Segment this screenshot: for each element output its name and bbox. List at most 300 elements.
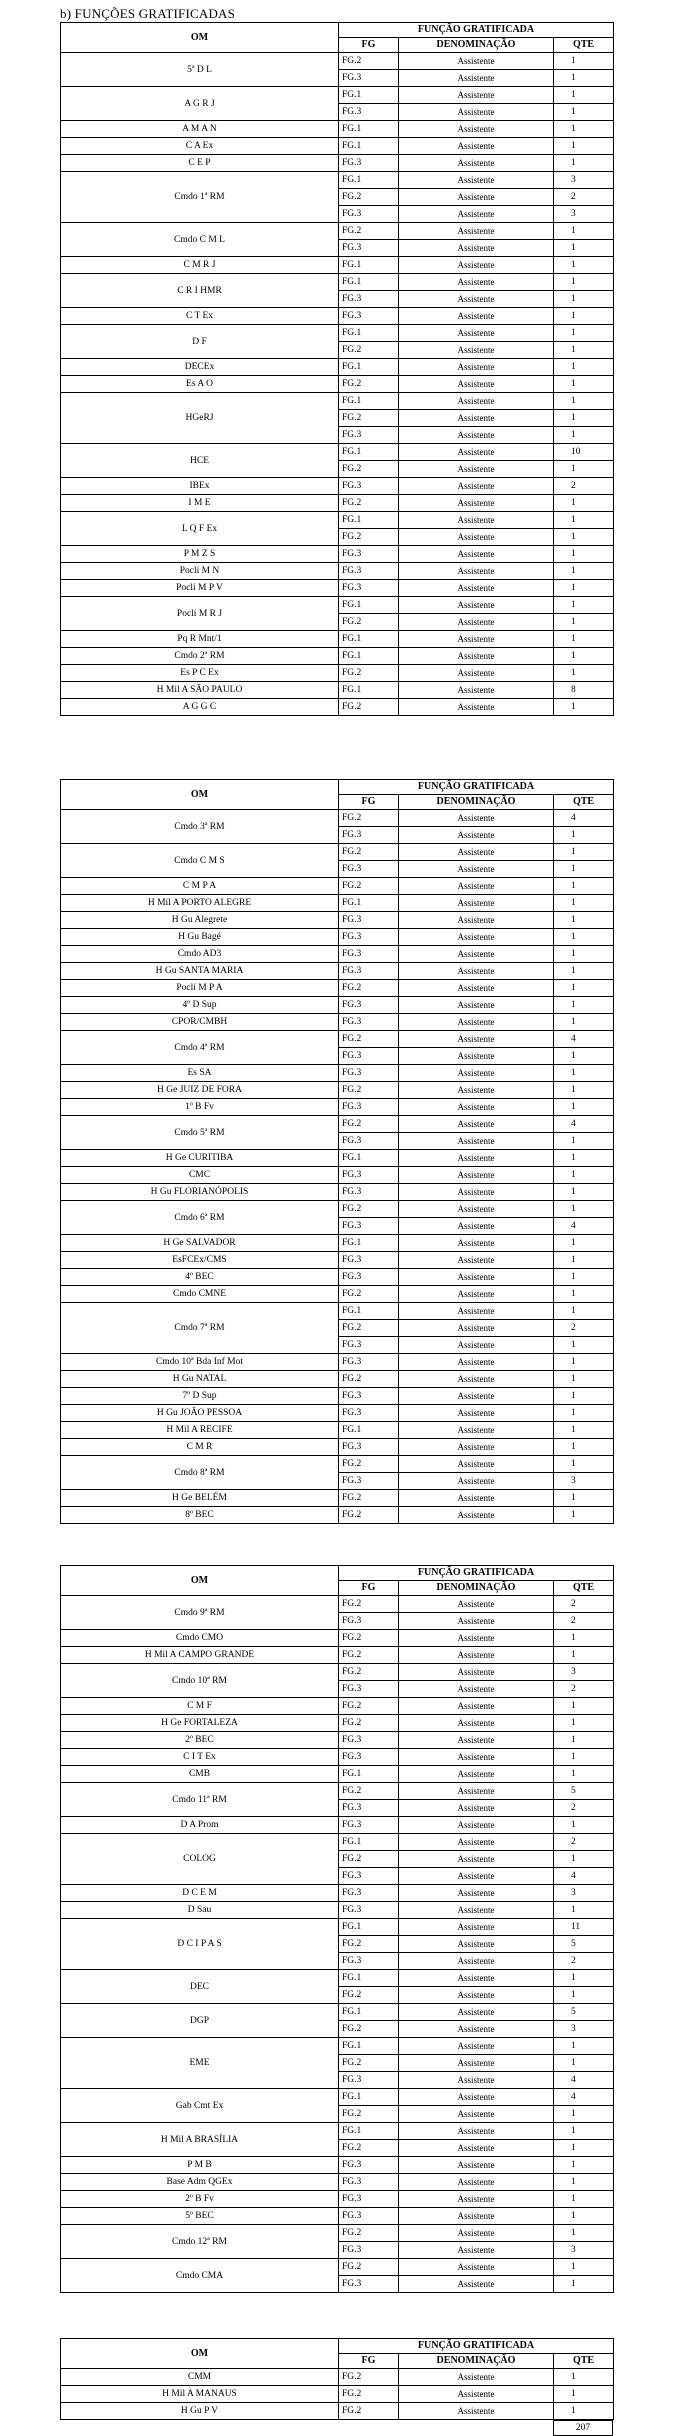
table-row [61, 2225, 614, 2242]
fg-cell: FG.3 [339, 1732, 399, 1749]
table-row [61, 699, 614, 716]
table-row [61, 393, 614, 410]
fg-cell: FG.1 [339, 138, 399, 155]
om-cell: D A Prom [61, 1817, 339, 1834]
om-cell: 2º B Fv [61, 2191, 339, 2208]
qte-cell: 1 [554, 2055, 614, 2072]
table-row [61, 878, 614, 895]
om-cell: Cmdo 9ª RM [61, 1596, 339, 1630]
qte-cell: 4 [554, 810, 614, 827]
fg-cell: FG.3 [339, 155, 399, 172]
header-denominacao: DENOMINAÇÃO [399, 1581, 554, 1596]
denominacao-cell: Assistente [399, 1201, 554, 1218]
table-row [61, 2403, 614, 2420]
denominacao-cell: Assistente [399, 1681, 554, 1698]
table-row [61, 172, 614, 189]
fg-cell: FG.1 [339, 1834, 399, 1851]
qte-cell: 1 [554, 274, 614, 291]
om-cell: H Mil A PORTO ALEGRE [61, 895, 339, 912]
qte-cell: 1 [554, 1201, 614, 1218]
fg-cell: FG.3 [339, 1354, 399, 1371]
om-cell: Cmdo 8ª RM [61, 1456, 339, 1490]
fg-cell: FG.2 [339, 1031, 399, 1048]
qte-cell: 1 [554, 1337, 614, 1354]
fg-cell: FG.2 [339, 410, 399, 427]
denominacao-cell: Assistente [399, 1456, 554, 1473]
table-row [61, 1082, 614, 1099]
table-row [61, 580, 614, 597]
fg-cell: FG.3 [339, 2174, 399, 2191]
om-cell: D C I P A S [61, 1919, 339, 1970]
fg-cell: FG.1 [339, 274, 399, 291]
denominacao-cell: Assistente [399, 1817, 554, 1834]
fg-cell: FG.1 [339, 359, 399, 376]
fg-cell: FG.2 [339, 2140, 399, 2157]
fg-cell: FG.2 [339, 878, 399, 895]
header-row [61, 23, 614, 38]
table-row [61, 1596, 614, 1613]
fg-cell: FG.2 [339, 495, 399, 512]
qte-cell: 2 [554, 189, 614, 206]
fg-cell: FG.2 [339, 810, 399, 827]
fg-cell: FG.3 [339, 563, 399, 580]
fg-cell: FG.1 [339, 895, 399, 912]
fg-cell: FG.1 [339, 1235, 399, 1252]
table-row [61, 2038, 614, 2055]
table-row [61, 1456, 614, 1473]
fg-cell: FG.1 [339, 597, 399, 614]
qte-cell: 1 [554, 844, 614, 861]
header-qte: QTE [554, 38, 614, 53]
denominacao-cell: Assistente [399, 393, 554, 410]
om-cell: Base Adm QGEx [61, 2174, 339, 2191]
om-cell: D Sau [61, 1902, 339, 1919]
qte-cell: 1 [554, 1851, 614, 1868]
fg-table-3 [60, 1565, 614, 2293]
qte-cell: 1 [554, 597, 614, 614]
qte-cell: 1 [554, 1970, 614, 1987]
qte-cell: 11 [554, 1919, 614, 1936]
om-cell: Poclí M N [61, 563, 339, 580]
denominacao-cell: Assistente [399, 2038, 554, 2055]
fg-cell: FG.3 [339, 1885, 399, 1902]
qte-cell: 2 [554, 1596, 614, 1613]
qte-cell: 3 [554, 1664, 614, 1681]
qte-cell: 1 [554, 1987, 614, 2004]
fg-cell: FG.2 [339, 665, 399, 682]
fg-cell: FG.2 [339, 376, 399, 393]
fg-cell: FG.2 [339, 2021, 399, 2038]
om-cell: Cmdo 4ª RM [61, 1031, 339, 1065]
denominacao-cell: Assistente [399, 946, 554, 963]
qte-cell: 1 [554, 1133, 614, 1150]
fg-cell: FG.1 [339, 1303, 399, 1320]
table-row [61, 1422, 614, 1439]
om-cell: H Gu Alegrete [61, 912, 339, 929]
table-row [61, 138, 614, 155]
qte-cell: 1 [554, 427, 614, 444]
denominacao-cell: Assistente [399, 861, 554, 878]
fg-cell: FG.2 [339, 342, 399, 359]
fg-cell: FG.2 [339, 1490, 399, 1507]
qte-cell: 1 [554, 631, 614, 648]
fg-cell: FG.3 [339, 1439, 399, 1456]
table-row [61, 2369, 614, 2386]
denominacao-cell: Assistente [399, 580, 554, 597]
fg-cell: FG.2 [339, 614, 399, 631]
denominacao-cell: Assistente [399, 1715, 554, 1732]
denominacao-cell: Assistente [399, 1647, 554, 1664]
fg-cell: FG.2 [339, 844, 399, 861]
qte-cell: 1 [554, 895, 614, 912]
denominacao-cell: Assistente [399, 342, 554, 359]
om-cell: L Q F Ex [61, 512, 339, 546]
om-cell: 4º BEC [61, 1269, 339, 1286]
table-row [61, 1507, 614, 1524]
qte-cell: 2 [554, 1320, 614, 1337]
table-row [61, 1235, 614, 1252]
fg-cell: FG.3 [339, 1252, 399, 1269]
denominacao-cell: Assistente [399, 1252, 554, 1269]
denominacao-cell: Assistente [399, 1596, 554, 1613]
qte-cell: 1 [554, 2191, 614, 2208]
qte-cell: 1 [554, 2276, 614, 2293]
table-row [61, 1766, 614, 1783]
om-cell: HCE [61, 444, 339, 478]
qte-cell: 1 [554, 291, 614, 308]
denominacao-cell: Assistente [399, 1065, 554, 1082]
denominacao-cell: Assistente [399, 325, 554, 342]
fg-cell: FG.1 [339, 631, 399, 648]
qte-cell: 1 [554, 2386, 614, 2403]
om-cell: Cmdo 12ª RM [61, 2225, 339, 2259]
qte-cell: 1 [554, 461, 614, 478]
fg-cell: FG.3 [339, 1749, 399, 1766]
qte-cell: 10 [554, 444, 614, 461]
om-cell: C A Ex [61, 138, 339, 155]
denominacao-cell: Assistente [399, 1473, 554, 1490]
table-row [61, 844, 614, 861]
table-row [61, 1286, 614, 1303]
denominacao-cell: Assistente [399, 1630, 554, 1647]
table-row [61, 648, 614, 665]
qte-cell: 1 [554, 257, 614, 274]
om-cell: A G R J [61, 87, 339, 121]
denominacao-cell: Assistente [399, 1269, 554, 1286]
om-cell: Cmdo CMO [61, 1630, 339, 1647]
header-funcao-gratificada: FUNÇÃO GRATIFICADA [339, 1566, 614, 1581]
qte-cell: 1 [554, 1303, 614, 1320]
fg-cell: FG.2 [339, 1783, 399, 1800]
fg-cell: FG.3 [339, 1868, 399, 1885]
table-row [61, 1014, 614, 1031]
om-cell: CPOR/CMBH [61, 1014, 339, 1031]
fg-cell: FG.3 [339, 1953, 399, 1970]
fg-cell: FG.2 [339, 2055, 399, 2072]
qte-cell: 4 [554, 1031, 614, 1048]
qte-cell: 1 [554, 1371, 614, 1388]
denominacao-cell: Assistente [399, 1783, 554, 1800]
om-cell: DECEx [61, 359, 339, 376]
om-cell: P M B [61, 2157, 339, 2174]
fg-cell: FG.1 [339, 2123, 399, 2140]
om-cell: Cmdo 10ª RM [61, 1664, 339, 1698]
fg-cell: FG.2 [339, 1320, 399, 1337]
qte-cell: 1 [554, 2106, 614, 2123]
denominacao-cell: Assistente [399, 563, 554, 580]
qte-cell: 1 [554, 1388, 614, 1405]
table-row [61, 631, 614, 648]
om-cell: 2º BEC [61, 1732, 339, 1749]
table-row [61, 1732, 614, 1749]
table-row [61, 1116, 614, 1133]
qte-cell: 3 [554, 206, 614, 223]
om-cell: 5º BEC [61, 2208, 339, 2225]
denominacao-cell: Assistente [399, 2072, 554, 2089]
qte-cell: 1 [554, 929, 614, 946]
table-row [61, 1269, 614, 1286]
denominacao-cell: Assistente [399, 1184, 554, 1201]
qte-cell: 1 [554, 70, 614, 87]
denominacao-cell: Assistente [399, 2089, 554, 2106]
table-row [61, 946, 614, 963]
om-cell: 7º D Sup [61, 1388, 339, 1405]
qte-cell: 1 [554, 1902, 614, 1919]
table-row [61, 1630, 614, 1647]
header-row [61, 780, 614, 795]
table-row [61, 1371, 614, 1388]
qte-cell: 1 [554, 563, 614, 580]
om-cell: Es A O [61, 376, 339, 393]
denominacao-cell: Assistente [399, 1371, 554, 1388]
fg-cell: FG.3 [339, 929, 399, 946]
om-cell: HGeRJ [61, 393, 339, 444]
fg-cell: FG.2 [339, 1596, 399, 1613]
denominacao-cell: Assistente [399, 1439, 554, 1456]
denominacao-cell: Assistente [399, 138, 554, 155]
om-cell: DGP [61, 2004, 339, 2038]
table-row [61, 325, 614, 342]
table-row [61, 1031, 614, 1048]
table-row [61, 87, 614, 104]
fg-cell: FG.2 [339, 1201, 399, 1218]
header-qte: QTE [554, 795, 614, 810]
qte-cell: 1 [554, 2038, 614, 2055]
table-row [61, 1099, 614, 1116]
table-row [61, 495, 614, 512]
om-cell: Pq R Mnt/1 [61, 631, 339, 648]
fg-cell: FG.3 [339, 2242, 399, 2259]
header-om: OM [61, 23, 339, 53]
qte-cell: 5 [554, 1783, 614, 1800]
om-cell: Es SA [61, 1065, 339, 1082]
denominacao-cell: Assistente [399, 2386, 554, 2403]
qte-cell: 1 [554, 2259, 614, 2276]
fg-cell: FG.2 [339, 2259, 399, 2276]
om-cell: H Mil A RECIFE [61, 1422, 339, 1439]
table-row [61, 597, 614, 614]
table-row [61, 308, 614, 325]
om-cell: CMC [61, 1167, 339, 1184]
denominacao-cell: Assistente [399, 87, 554, 104]
fg-cell: FG.2 [339, 1715, 399, 1732]
om-cell: Cmdo 2ª RM [61, 648, 339, 665]
header-qte: QTE [554, 1581, 614, 1596]
qte-cell: 1 [554, 1099, 614, 1116]
table-row [61, 121, 614, 138]
qte-cell: 3 [554, 1473, 614, 1490]
table-row [61, 665, 614, 682]
fg-cell: FG.2 [339, 1371, 399, 1388]
fg-cell: FG.2 [339, 53, 399, 70]
om-cell: A M A N [61, 121, 339, 138]
fg-cell: FG.1 [339, 2038, 399, 2055]
denominacao-cell: Assistente [399, 810, 554, 827]
fg-cell: FG.2 [339, 1630, 399, 1647]
om-cell: H Ge JUIZ DE FORA [61, 1082, 339, 1099]
header-denominacao: DENOMINAÇÃO [399, 795, 554, 810]
fg-cell: FG.3 [339, 1800, 399, 1817]
qte-cell: 8 [554, 682, 614, 699]
table-row [61, 2174, 614, 2191]
fg-cell: FG.2 [339, 2106, 399, 2123]
denominacao-cell: Assistente [399, 1116, 554, 1133]
fg-cell: FG.2 [339, 1698, 399, 1715]
denominacao-cell: Assistente [399, 1099, 554, 1116]
qte-cell: 1 [554, 1749, 614, 1766]
header-qte: QTE [554, 2354, 614, 2369]
qte-cell: 1 [554, 1405, 614, 1422]
table-row [61, 1749, 614, 1766]
fg-cell: FG.3 [339, 546, 399, 563]
qte-cell: 1 [554, 699, 614, 716]
fg-cell: FG.2 [339, 1851, 399, 1868]
qte-cell: 1 [554, 2157, 614, 2174]
om-cell: IBEx [61, 478, 339, 495]
denominacao-cell: Assistente [399, 529, 554, 546]
denominacao-cell: Assistente [399, 2276, 554, 2293]
fg-cell: FG.3 [339, 1902, 399, 1919]
denominacao-cell: Assistente [399, 274, 554, 291]
qte-cell: 2 [554, 1834, 614, 1851]
qte-cell: 1 [554, 2225, 614, 2242]
denominacao-cell: Assistente [399, 1698, 554, 1715]
fg-cell: FG.1 [339, 512, 399, 529]
denominacao-cell: Assistente [399, 1664, 554, 1681]
denominacao-cell: Assistente [399, 427, 554, 444]
denominacao-cell: Assistente [399, 963, 554, 980]
qte-cell: 1 [554, 2208, 614, 2225]
fg-table-2 [60, 779, 614, 1524]
fg-cell: FG.3 [339, 1473, 399, 1490]
fg-cell: FG.3 [339, 912, 399, 929]
fg-cell: FG.3 [339, 2191, 399, 2208]
fg-cell: FG.3 [339, 861, 399, 878]
om-cell: EME [61, 2038, 339, 2089]
qte-cell: 1 [554, 1082, 614, 1099]
fg-cell: FG.3 [339, 1184, 399, 1201]
qte-cell: 1 [554, 878, 614, 895]
qte-cell: 1 [554, 1184, 614, 1201]
qte-cell: 1 [554, 512, 614, 529]
fg-cell: FG.3 [339, 1388, 399, 1405]
qte-cell: 1 [554, 1490, 614, 1507]
om-cell: H Gu JOÃO PESSOA [61, 1405, 339, 1422]
denominacao-cell: Assistente [399, 1235, 554, 1252]
fg-cell: FG.3 [339, 291, 399, 308]
header-row [61, 2339, 614, 2354]
qte-cell: 1 [554, 87, 614, 104]
om-cell: C R I HMR [61, 274, 339, 308]
denominacao-cell: Assistente [399, 1851, 554, 1868]
fg-cell: FG.1 [339, 257, 399, 274]
qte-cell: 2 [554, 1681, 614, 1698]
qte-cell: 3 [554, 1885, 614, 1902]
qte-cell: 1 [554, 827, 614, 844]
denominacao-cell: Assistente [399, 2174, 554, 2191]
fg-cell: FG.2 [339, 529, 399, 546]
fg-cell: FG.2 [339, 2369, 399, 2386]
denominacao-cell: Assistente [399, 53, 554, 70]
om-cell: H Ge CURITIBA [61, 1150, 339, 1167]
table-row [61, 478, 614, 495]
fg-cell: FG.1 [339, 1150, 399, 1167]
header-fg: FG [339, 1581, 399, 1596]
fg-cell: FG.3 [339, 1337, 399, 1354]
qte-cell: 1 [554, 393, 614, 410]
om-cell: EsFCEx/CMS [61, 1252, 339, 1269]
table-row [61, 1303, 614, 1320]
om-cell: C M R [61, 1439, 339, 1456]
denominacao-cell: Assistente [399, 1405, 554, 1422]
qte-cell: 1 [554, 1715, 614, 1732]
fg-cell: FG.1 [339, 325, 399, 342]
qte-cell: 1 [554, 1647, 614, 1664]
qte-cell: 1 [554, 104, 614, 121]
table-row [61, 274, 614, 291]
denominacao-cell: Assistente [399, 1422, 554, 1439]
denominacao-cell: Assistente [399, 2123, 554, 2140]
denominacao-cell: Assistente [399, 70, 554, 87]
qte-cell: 2 [554, 478, 614, 495]
denominacao-cell: Assistente [399, 895, 554, 912]
fg-cell: FG.2 [339, 1987, 399, 2004]
qte-cell: 1 [554, 1507, 614, 1524]
header-fg: FG [339, 38, 399, 53]
om-cell: Gab Cmt Ex [61, 2089, 339, 2123]
qte-cell: 1 [554, 861, 614, 878]
table-row [61, 1834, 614, 1851]
fg-cell: FG.3 [339, 1065, 399, 1082]
qte-cell: 4 [554, 2072, 614, 2089]
denominacao-cell: Assistente [399, 1885, 554, 1902]
table-row [61, 1201, 614, 1218]
fg-cell: FG.1 [339, 648, 399, 665]
denominacao-cell: Assistente [399, 912, 554, 929]
qte-cell: 4 [554, 1116, 614, 1133]
fg-cell: FG.3 [339, 1269, 399, 1286]
om-cell: 5ª D L [61, 53, 339, 87]
fg-cell: FG.3 [339, 70, 399, 87]
om-cell: I M E [61, 495, 339, 512]
denominacao-cell: Assistente [399, 614, 554, 631]
fg-cell: FG.2 [339, 2403, 399, 2420]
denominacao-cell: Assistente [399, 1218, 554, 1235]
denominacao-cell: Assistente [399, 104, 554, 121]
header-om: OM [61, 1566, 339, 1596]
fg-cell: FG.3 [339, 2157, 399, 2174]
qte-cell: 4 [554, 1218, 614, 1235]
